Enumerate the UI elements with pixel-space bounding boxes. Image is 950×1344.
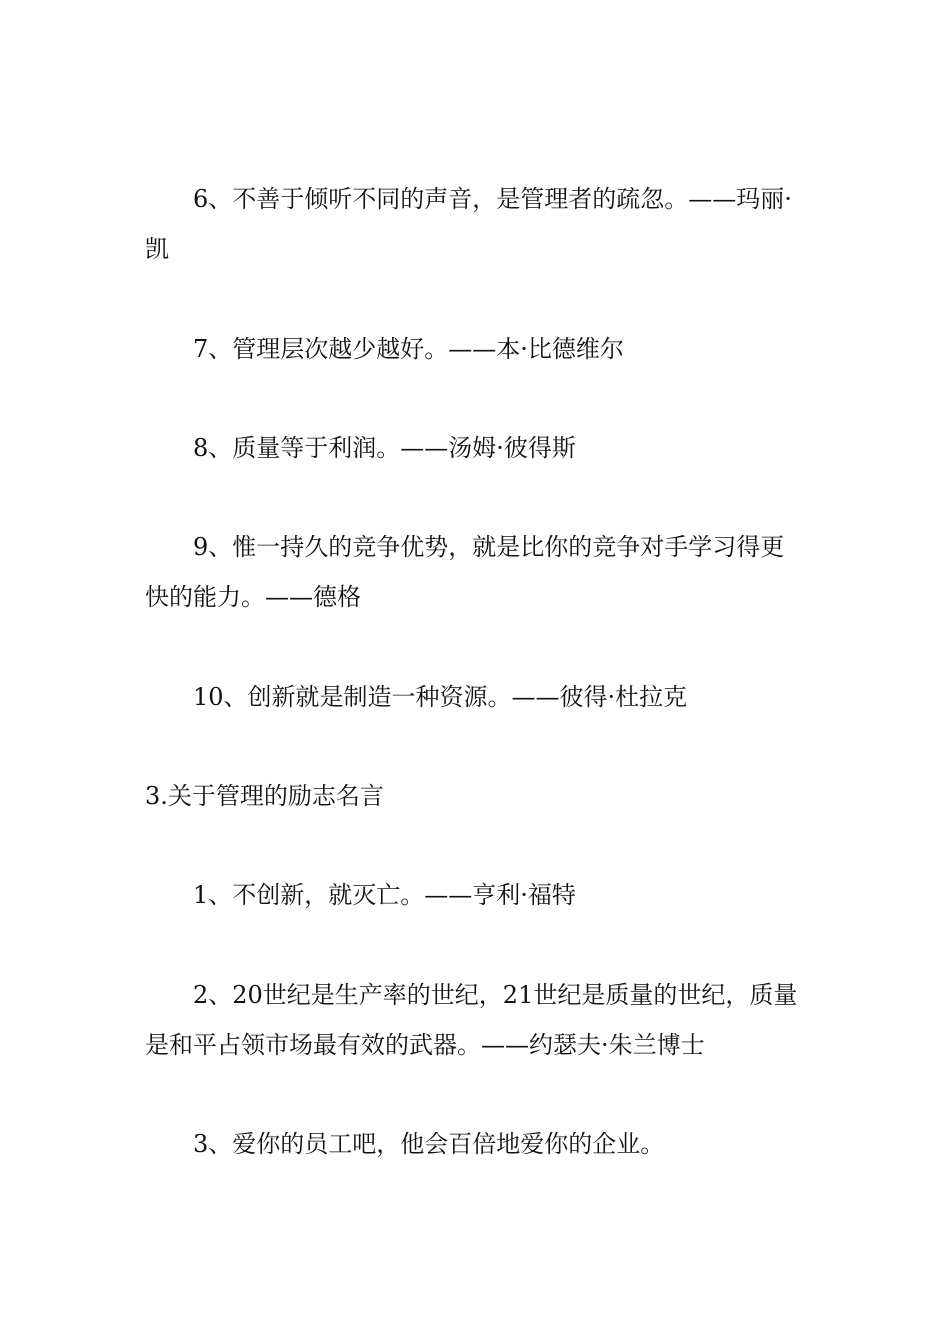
- quote-paragraph-10: 10、创新就是制造一种资源。——彼得·杜拉克: [193, 683, 688, 711]
- quote-paragraph-8: 8、质量等于利润。——汤姆·彼得斯: [193, 434, 576, 462]
- section-quote-2: 2、20世纪是生产率的世纪，21世纪是质量的世纪，质量是和平占领市场最有效的武器。——约瑟夫·朱兰博士: [145, 981, 798, 1059]
- quote-paragraph-9: 9、惟一持久的竞争优势，就是比你的竞争对手学习得更快的能力。——德格: [145, 533, 785, 611]
- section-quote-1: 1、不创新，就灭亡。——亨利·福特: [193, 881, 576, 909]
- section-heading: 3.关于管理的励志名言: [145, 782, 384, 810]
- quote-paragraph-6: 6、不善于倾听不同的声音，是管理者的疏忽。——玛丽·凯: [145, 185, 792, 263]
- quote-paragraph-7: 7、管理层次越少越好。——本·比德维尔: [193, 335, 624, 363]
- section-quote-3: 3、爱你的员工吧，他会百倍地爱你的企业。: [193, 1130, 665, 1158]
